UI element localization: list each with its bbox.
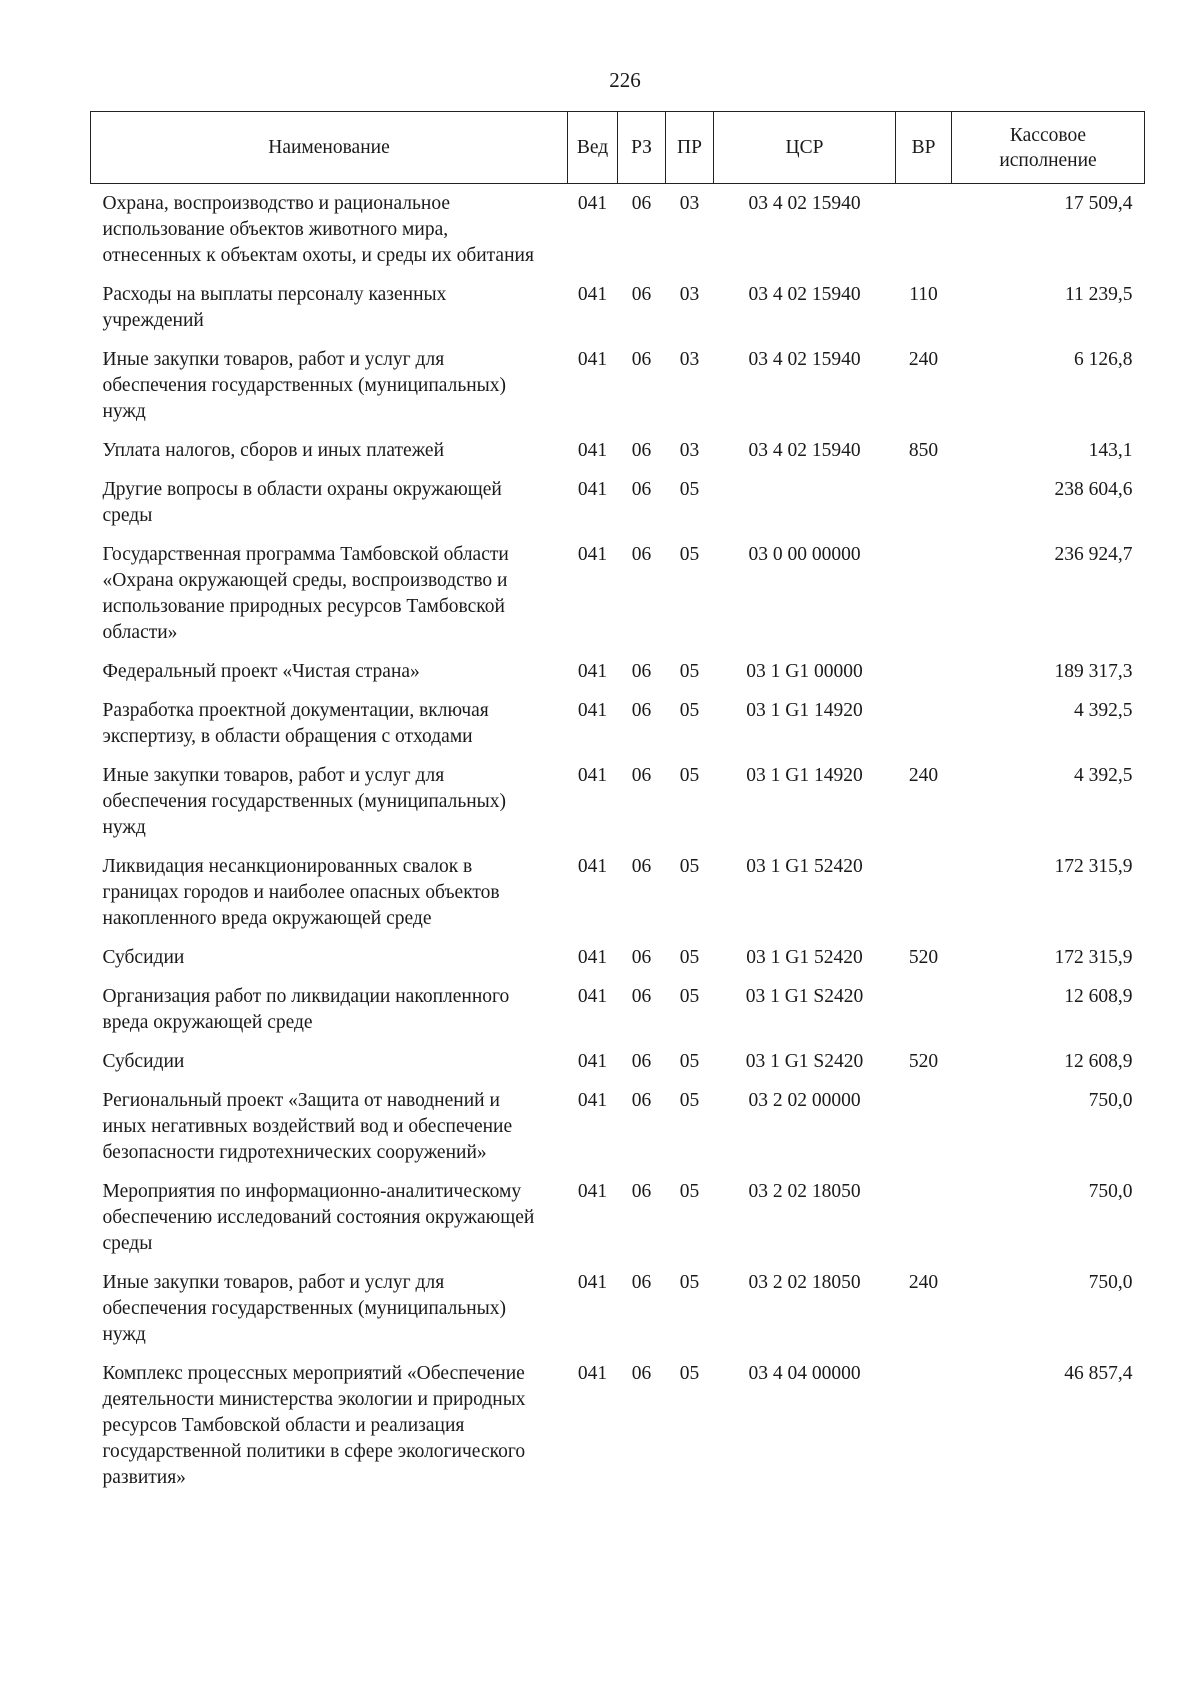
pr-code: 05 [679,1090,700,1111]
ved-code: 041 [577,1051,608,1072]
item-name: Мероприятия по информационно-аналитическому обеспечению исследований состояния окружающей среды [102,1181,535,1254]
csr-code: 03 4 02 15940 [748,349,861,370]
rz-code: 06 [631,193,652,214]
vr-code: 850 [908,440,939,461]
ved-code: 041 [577,856,608,877]
header-vr: ВР [896,112,952,184]
cash-execution-amount: 12 608,9 [1064,986,1133,1007]
vr-code [896,977,952,1042]
csr-code [714,470,896,535]
header-sum: Кассовое исполнение [952,112,1145,184]
table-row [91,1042,1145,1081]
vr-code [896,184,952,276]
vr-code [896,1172,952,1263]
header-pr: ПР [666,112,714,184]
cash-execution-amount: 11 239,5 [1064,284,1133,305]
table-row [91,340,1145,431]
csr-code: 03 1 G1 00000 [746,661,863,682]
item-name: Расходы на выплаты персоналу казенных учреждений [102,284,447,331]
ved-code: 041 [577,284,608,305]
table-row [91,847,1145,938]
rz-code: 06 [631,856,652,877]
ved-code: 041 [577,1090,608,1111]
ved-code: 041 [577,1181,608,1202]
rz-code: 06 [631,349,652,370]
cash-execution-amount: 17 509,4 [1064,193,1133,214]
csr-code: 03 4 04 00000 [748,1363,861,1384]
vr-code: 240 [908,765,939,786]
vr-code [896,652,952,691]
item-name: Государственная программа Тамбовской области «Охрана окружающей среды, воспроизводство и использование природных ресурсов Тамбовской области» [102,544,509,643]
vr-code: 240 [908,1272,939,1293]
csr-code: 03 2 02 00000 [748,1090,861,1111]
item-name: Региональный проект «Защита от наводнений и иных негативных воздействий вод и обеспечение безопасности гидротехнических сооружений» [102,1090,513,1163]
table-header [91,112,1145,184]
csr-code: 03 1 G1 S2420 [745,1051,864,1072]
rz-code: 06 [631,1051,652,1072]
csr-code: 03 2 02 18050 [748,1181,861,1202]
rz-code: 06 [631,440,652,461]
page-number: 226 [609,68,641,92]
ved-code: 041 [577,1363,608,1384]
rz-code: 06 [631,986,652,1007]
pr-code: 03 [679,284,700,305]
ved-code: 041 [577,765,608,786]
rz-code: 06 [631,1090,652,1111]
rz-code: 06 [631,700,652,721]
header-name: Наименование [91,112,568,184]
csr-code: 03 4 02 15940 [748,440,861,461]
pr-code: 03 [679,440,700,461]
vr-code [896,535,952,652]
table-row [91,691,1145,756]
cash-execution-amount: 189 317,3 [1054,661,1133,682]
table-body [91,184,1145,1498]
ved-code: 041 [577,440,608,461]
pr-code: 05 [679,1272,700,1293]
ved-code: 041 [577,986,608,1007]
table-row [91,977,1145,1042]
header-csr: ЦСР [714,112,896,184]
item-name: Иные закупки товаров, работ и услуг для обеспечения государственных (муниципальных) нужд [102,349,507,422]
csr-code: 03 0 00 00000 [748,544,861,565]
ved-code: 041 [577,193,608,214]
ved-code: 041 [577,700,608,721]
csr-code: 03 1 G1 14920 [746,700,863,721]
rz-code: 06 [631,1363,652,1384]
rz-code: 06 [631,947,652,968]
vr-code [896,691,952,756]
csr-code: 03 4 02 15940 [748,193,861,214]
vr-code [896,1081,952,1172]
item-name: Уплата налогов, сборов и иных платежей [102,440,445,461]
budget-table [90,111,1145,1497]
table-row [91,1081,1145,1172]
rz-code: 06 [631,1272,652,1293]
rz-code: 06 [631,284,652,305]
table-row [91,756,1145,847]
csr-code: 03 1 G1 14920 [746,765,863,786]
pr-code: 05 [679,1363,700,1384]
vr-code [896,847,952,938]
cash-execution-amount: 4 392,5 [1074,765,1133,786]
item-name: Другие вопросы в области охраны окружающей среды [102,479,502,526]
table-row [91,938,1145,977]
item-name: Комплекс процессных мероприятий «Обеспечение деятельности министерства экологии и природных ресурсов Тамбовской области и реализация государственной политики в сфере экологического развития» [102,1363,526,1488]
table-row [91,1354,1145,1497]
table-row [91,431,1145,470]
table-row [91,1172,1145,1263]
ved-code: 041 [577,349,608,370]
pr-code: 05 [679,700,700,721]
pr-code: 05 [679,1181,700,1202]
table-row [91,535,1145,652]
pr-code: 05 [679,544,700,565]
header-rz: РЗ [618,112,666,184]
header-ved: Вед [568,112,618,184]
pr-code: 05 [679,856,700,877]
vr-code: 240 [908,349,939,370]
rz-code: 06 [631,1181,652,1202]
pr-code: 05 [679,479,700,500]
ved-code: 041 [577,1272,608,1293]
item-name: Охрана, воспроизводство и рациональное использование объектов животного мира, отнесенных к объектам охоты, и среды их обитания [102,193,534,266]
item-name: Разработка проектной документации, включая экспертизу, в области обращения с отходами [102,700,489,747]
cash-execution-amount: 750,0 [1088,1181,1133,1202]
table-row [91,470,1145,535]
pr-code: 03 [679,349,700,370]
cash-execution-amount: 46 857,4 [1064,1363,1133,1384]
table-row [91,652,1145,691]
table-row [91,184,1145,276]
cash-execution-amount: 238 604,6 [1054,479,1133,500]
cash-execution-amount: 12 608,9 [1064,1051,1133,1072]
vr-code [896,470,952,535]
item-name: Иные закупки товаров, работ и услуг для обеспечения государственных (муниципальных) нужд [102,1272,507,1345]
table-row [91,1263,1145,1354]
pr-code: 05 [679,765,700,786]
csr-code: 03 1 G1 52420 [746,856,863,877]
item-name: Субсидии [102,947,185,968]
rz-code: 06 [631,661,652,682]
cash-execution-amount: 236 924,7 [1054,544,1133,565]
ved-code: 041 [577,479,608,500]
item-name: Иные закупки товаров, работ и услуг для обеспечения государственных (муниципальных) нужд [102,765,507,838]
item-name: Федеральный проект «Чистая страна» [102,661,420,682]
cash-execution-amount: 143,1 [1088,440,1133,461]
vr-code: 520 [908,1051,939,1072]
csr-code: 03 2 02 18050 [748,1272,861,1293]
table-row [91,275,1145,340]
ved-code: 041 [577,661,608,682]
pr-code: 05 [679,947,700,968]
pr-code: 03 [679,193,700,214]
cash-execution-amount: 172 315,9 [1054,856,1133,877]
cash-execution-amount: 750,0 [1088,1272,1133,1293]
cash-execution-amount: 4 392,5 [1074,700,1133,721]
pr-code: 05 [679,986,700,1007]
rz-code: 06 [631,544,652,565]
pr-code: 05 [679,1051,700,1072]
cash-execution-amount: 750,0 [1088,1090,1133,1111]
pr-code: 05 [679,661,700,682]
csr-code: 03 4 02 15940 [748,284,861,305]
cash-execution-amount: 6 126,8 [1074,349,1133,370]
ved-code: 041 [577,544,608,565]
rz-code: 06 [631,479,652,500]
item-name: Субсидии [102,1051,185,1072]
vr-code [896,1354,952,1497]
vr-code: 110 [909,284,938,305]
cash-execution-amount: 172 315,9 [1054,947,1133,968]
vr-code: 520 [908,947,939,968]
ved-code: 041 [577,947,608,968]
csr-code: 03 1 G1 S2420 [745,986,864,1007]
csr-code: 03 1 G1 52420 [746,947,863,968]
item-name: Организация работ по ликвидации накопленного вреда окружающей среде [102,986,510,1033]
rz-code: 06 [631,765,652,786]
item-name: Ликвидация несанкционированных свалок в границах городов и наиболее опасных объектов накопленного вреда окружающей среде [102,856,500,929]
